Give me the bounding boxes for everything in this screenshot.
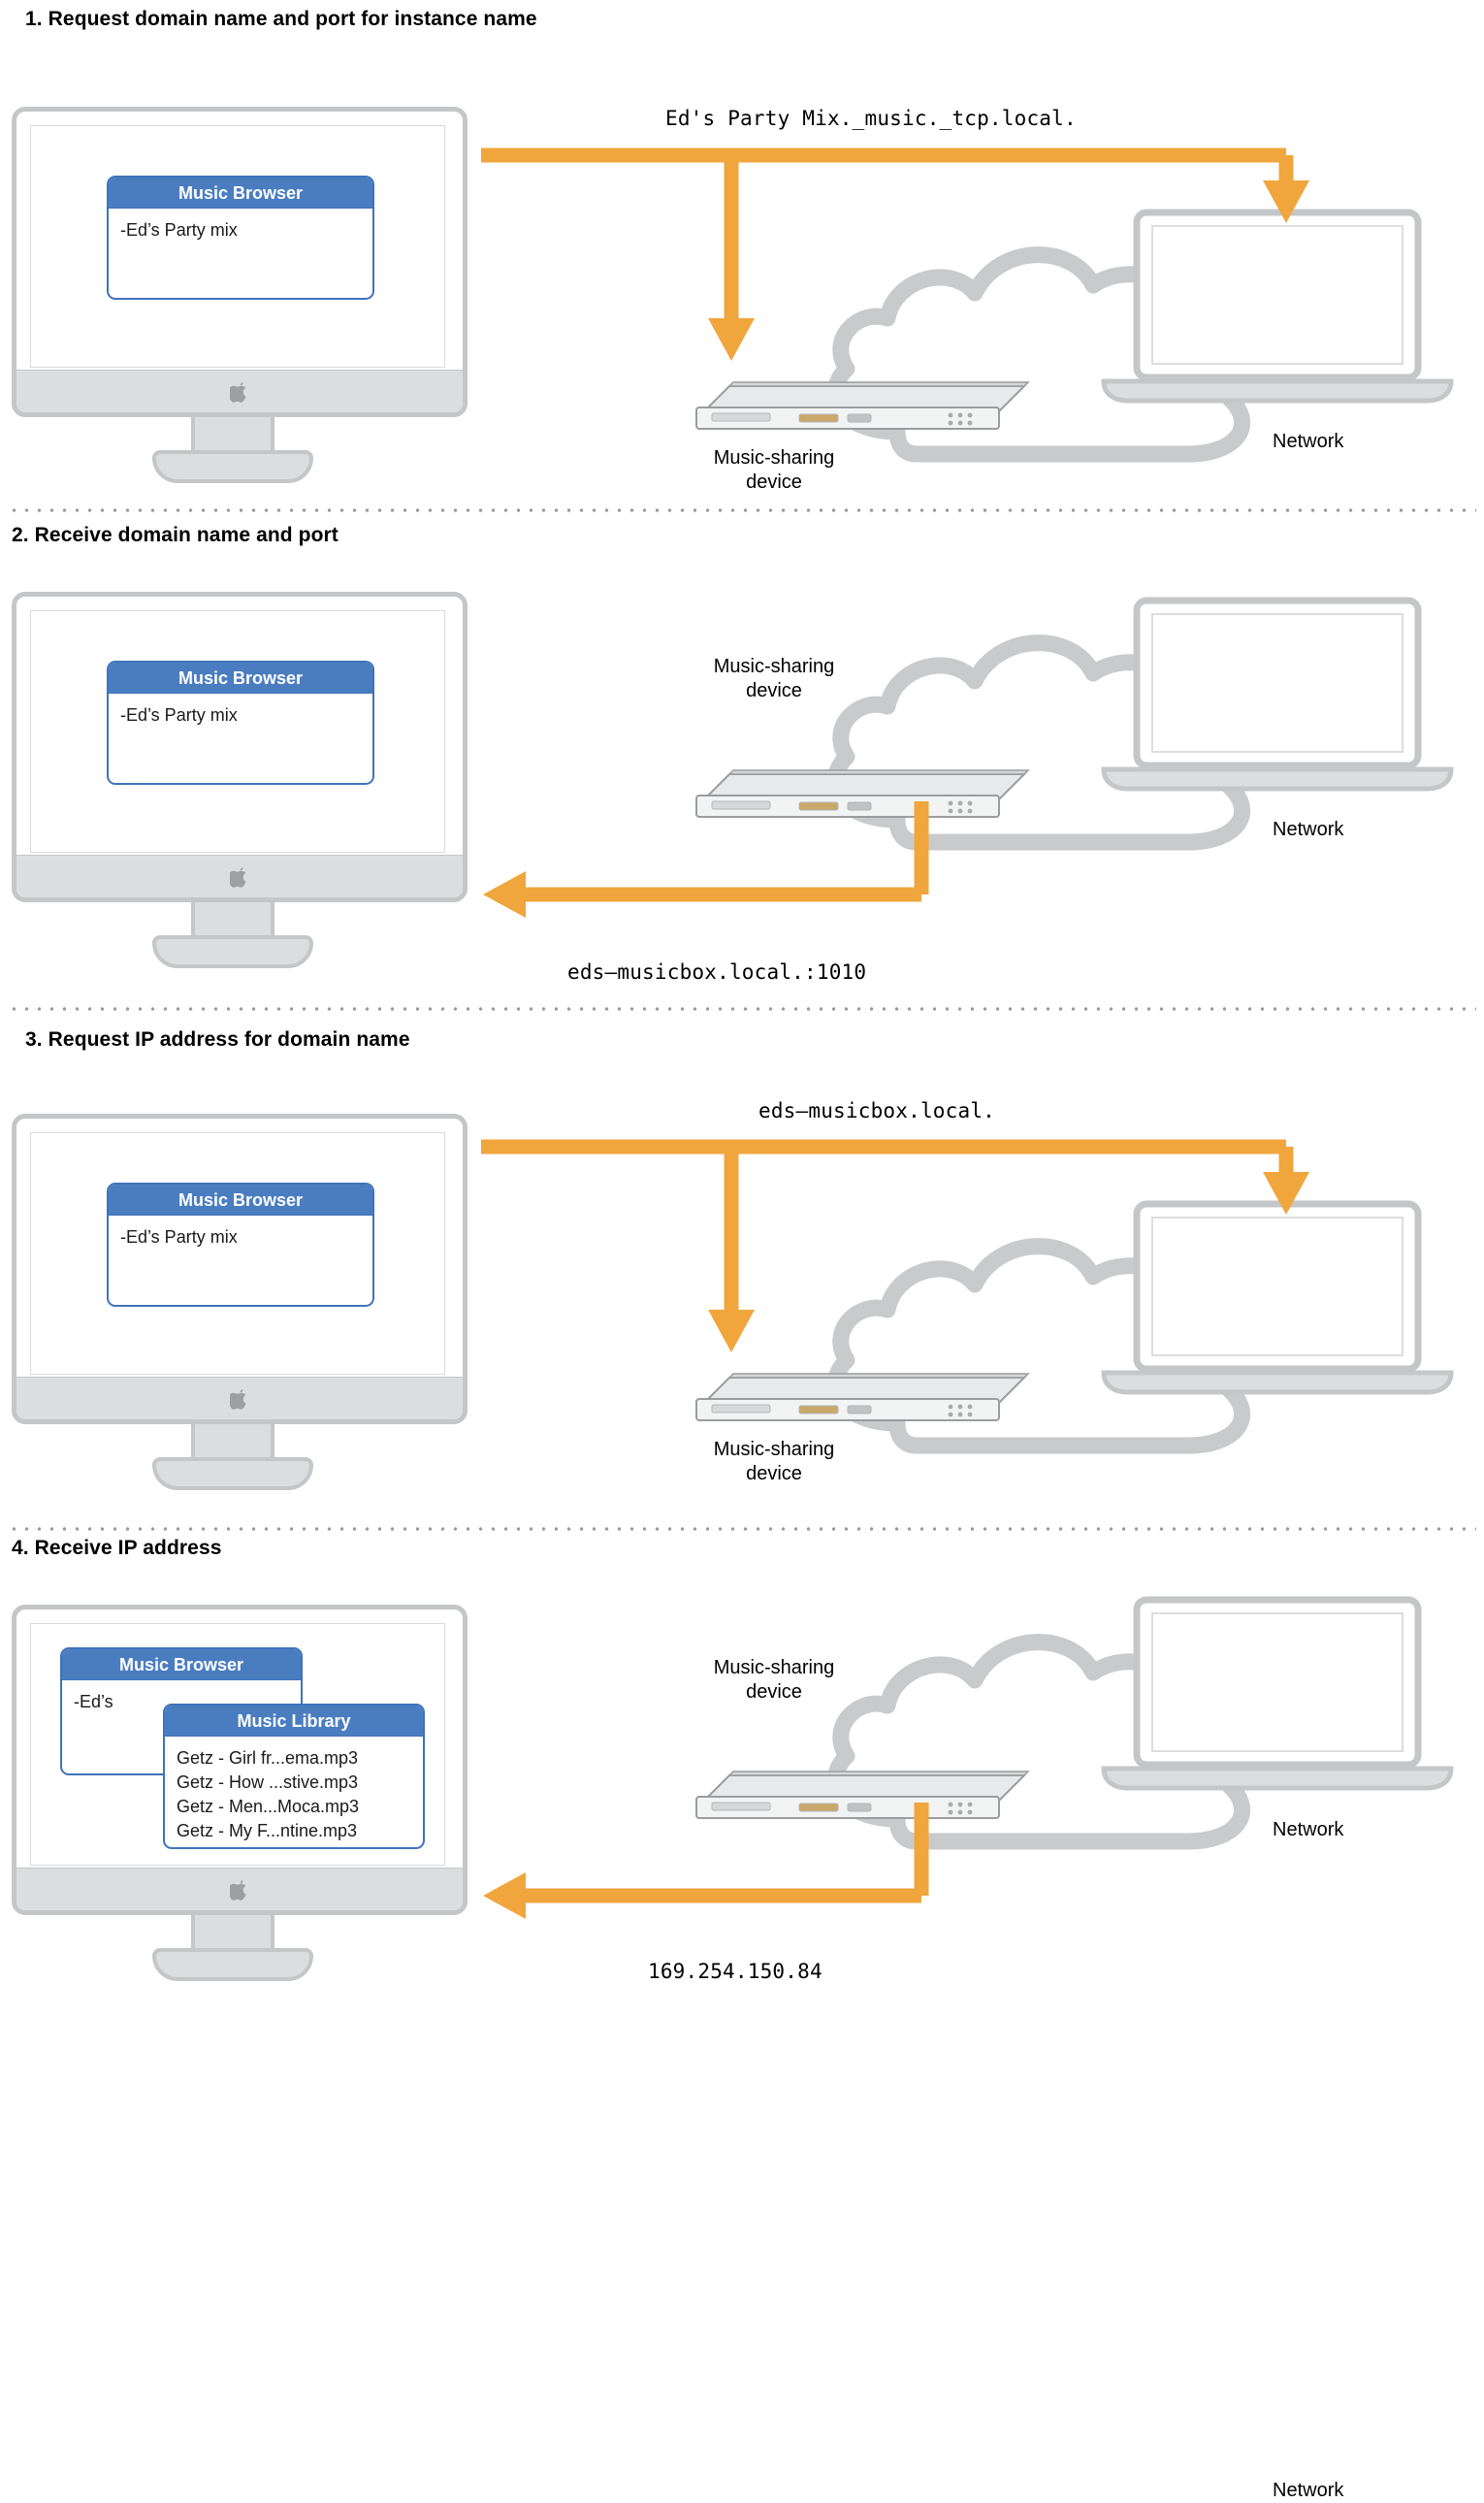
music-sharing-device-1 — [691, 369, 1030, 437]
window-body — [109, 209, 372, 252]
laptop-4 — [1094, 1596, 1463, 1800]
music-library-window-4[interactable] — [163, 1704, 425, 1849]
step-2-title: 2. Receive domain name and port — [12, 524, 339, 546]
response-arrow-4 — [475, 1787, 960, 1981]
window-title: Music Browser — [109, 1185, 372, 1216]
step-1 — [0, 0, 1484, 514]
device-label-4 — [648, 1656, 900, 1705]
window-title: Music Browser — [62, 1649, 301, 1680]
apple-logo-icon — [230, 381, 249, 403]
list-item: Getz - Men...Moca.mp3 — [177, 1797, 360, 1816]
response-code-4: 169.254.150.84 — [648, 1960, 823, 1983]
apple-logo-icon — [230, 1388, 249, 1410]
device-label-3 — [648, 1438, 900, 1486]
music-browser-window-1[interactable] — [107, 176, 374, 300]
request-arrow-1 — [475, 136, 1309, 378]
step-4 — [0, 1527, 1484, 2043]
imac-stand — [152, 935, 313, 968]
section-divider-2 — [8, 1007, 1476, 1011]
section-divider-1 — [8, 508, 1476, 512]
laptop-2 — [1094, 597, 1463, 800]
network-label-3: Network — [1273, 2480, 1344, 2501]
window-body — [109, 1216, 372, 1259]
music-sharing-device-3 — [691, 1360, 1030, 1428]
device-label-line1: Music-sharing — [713, 1439, 835, 1460]
window-body — [109, 694, 372, 737]
step-4-title: 4. Receive IP address — [12, 1537, 222, 1559]
window-body — [165, 1737, 423, 1849]
imac-stand — [152, 450, 313, 483]
response-arrow-2 — [475, 786, 960, 980]
imac-stand — [152, 1948, 313, 1981]
device-label-line2: device — [746, 1463, 802, 1484]
window-title: Music Browser — [109, 663, 372, 694]
request-arrow-3 — [475, 1127, 1309, 1370]
list-item: -Ed’s Party mix — [120, 1227, 238, 1247]
request-code-3: eds–musicbox.local. — [758, 1099, 996, 1122]
list-item: Getz - How ...stive.mp3 — [177, 1772, 359, 1792]
step-1-title: 1. Request domain name and port for instance name — [25, 8, 537, 30]
list-item: Getz - Girl fr...ema.mp3 — [177, 1748, 359, 1768]
list-item: -Ed’s Party mix — [120, 220, 238, 240]
device-label-1 — [648, 446, 900, 495]
network-label-2: Network — [1273, 819, 1344, 840]
network-label-1: Network — [1273, 431, 1344, 452]
list-item: -Ed’s Party mix — [120, 705, 238, 725]
response-code-2: eds–musicbox.local.:1010 — [567, 960, 867, 984]
window-title: Music Library — [165, 1706, 423, 1737]
music-browser-window-2[interactable] — [107, 661, 374, 785]
device-label-line1: Music-sharing — [713, 656, 835, 677]
device-label-line2: device — [746, 471, 802, 493]
device-label-line1: Music-sharing — [713, 1657, 835, 1678]
imac-stand — [152, 1457, 313, 1490]
device-label-2 — [648, 655, 900, 703]
device-label-line2: device — [746, 1681, 802, 1703]
music-browser-window-3[interactable] — [107, 1183, 374, 1307]
list-item: -Ed’s — [74, 1692, 113, 1711]
apple-logo-icon — [230, 1879, 249, 1901]
network-label-4: Network — [1273, 1819, 1344, 1840]
device-label-line2: device — [746, 680, 802, 701]
window-title: Music Browser — [109, 178, 372, 209]
step-3-title: 3. Request IP address for domain name — [25, 1028, 410, 1051]
request-code-1: Ed's Party Mix._music._tcp.local. — [665, 107, 1077, 130]
apple-logo-icon — [230, 866, 249, 888]
step-2 — [0, 514, 1484, 1019]
list-item: Getz - My F...ntine.mp3 — [177, 1821, 358, 1840]
device-label-line1: Music-sharing — [713, 447, 835, 469]
